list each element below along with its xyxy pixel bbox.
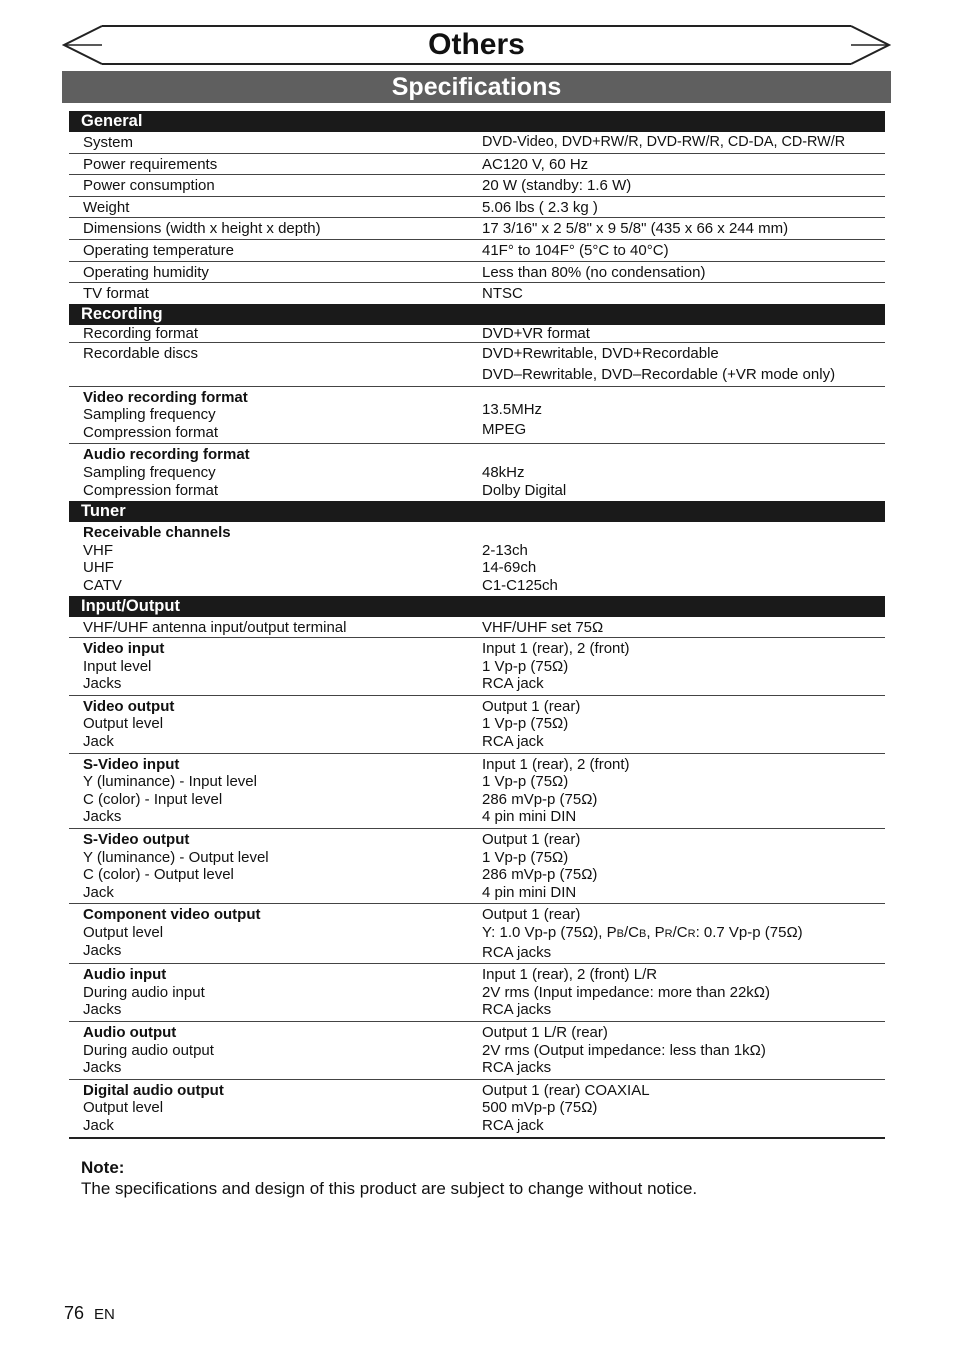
spec-label: Weight bbox=[83, 198, 130, 216]
spec-group-title: S-Video output bbox=[83, 831, 190, 848]
spec-value: 5.06 lbs ( 2.3 kg ) bbox=[482, 198, 598, 216]
spec-label: Compression format bbox=[83, 481, 219, 499]
spec-value: 1 Vp-p (75Ω) bbox=[482, 848, 569, 866]
spec-label: Jacks bbox=[83, 675, 122, 693]
spec-label: Output level bbox=[83, 923, 164, 941]
spec-value: Output 1 L/R (rear) bbox=[482, 1023, 608, 1041]
spec-label: Jacks bbox=[83, 941, 122, 959]
spec-group-title: Video output bbox=[83, 697, 175, 715]
note-label: Note: bbox=[81, 1158, 125, 1177]
spec-value: Less than 80% (no condensation) bbox=[482, 263, 706, 281]
spec-value: Y: 1.0 Vp-p (75Ω), PB/CB, PR/CR: 0.7 Vp-p (75Ω) bbox=[482, 923, 803, 941]
chapter-banner bbox=[62, 25, 891, 65]
spec-label: CATV bbox=[83, 576, 122, 594]
spec-label: UHF bbox=[83, 559, 114, 577]
spec-label: Y (luminance) - Input level bbox=[83, 773, 257, 791]
spec-value: 1 Vp-p (75Ω) bbox=[482, 773, 569, 791]
table-row bbox=[69, 637, 885, 695]
spec-value: DVD+VR format bbox=[482, 324, 590, 342]
spec-value: DVD-Video, DVD+RW/R, DVD-RW/R, CD-DA, CD-RW/R bbox=[482, 134, 846, 150]
chapter-title: Others bbox=[428, 28, 525, 61]
spec-group-title: Digital audio output bbox=[83, 1081, 224, 1099]
spec-label: TV format bbox=[83, 285, 149, 303]
table-row bbox=[69, 617, 885, 637]
table-row bbox=[69, 443, 885, 501]
table-row bbox=[69, 196, 885, 218]
spec-group-title: Component video output bbox=[83, 906, 261, 924]
table-row bbox=[69, 153, 885, 175]
table-row bbox=[69, 261, 885, 283]
spec-label: Power consumption bbox=[83, 177, 215, 195]
spec-value: 500 mVp-p (75Ω) bbox=[482, 1099, 598, 1117]
spec-group-title: Audio input bbox=[83, 966, 167, 984]
table-row bbox=[69, 903, 885, 963]
spec-value: VHF/UHF set 75Ω bbox=[482, 619, 604, 637]
spec-value: DVD+Rewritable, DVD+Recordable bbox=[482, 345, 719, 363]
table-row bbox=[69, 174, 885, 196]
spec-value: 4 pin mini DIN bbox=[482, 808, 577, 826]
spec-label: Operating temperature bbox=[83, 241, 234, 259]
spec-label: Jack bbox=[83, 733, 114, 751]
spec-value: RCA jack bbox=[482, 733, 544, 751]
note-text: The specifications and design of this product are subject to change without notice. bbox=[81, 1179, 698, 1198]
page-footer bbox=[64, 1303, 115, 1324]
table-row bbox=[69, 522, 885, 596]
table-row bbox=[69, 239, 885, 261]
spec-group-title: Video input bbox=[83, 640, 165, 658]
spec-value: RCA jack bbox=[482, 675, 544, 693]
table-row bbox=[69, 325, 885, 343]
spec-value: Input 1 (rear), 2 (front) L/R bbox=[482, 966, 658, 984]
spec-group-title: Video recording format bbox=[83, 388, 248, 406]
page-number: 76 bbox=[64, 1303, 85, 1323]
spec-label: Dimensions (width x height x depth) bbox=[83, 220, 321, 238]
spec-label: During audio output bbox=[83, 1041, 214, 1059]
section-heading-tuner: Tuner bbox=[69, 501, 885, 522]
table-row bbox=[69, 282, 885, 304]
spec-value: MPEG bbox=[482, 421, 527, 439]
spec-value: Output 1 (rear) bbox=[482, 906, 581, 924]
spec-value: 17 3/16" x 2 5/8" x 9 5/8" (435 x 66 x 244 mm) bbox=[482, 220, 789, 238]
spec-label: Output level bbox=[83, 1099, 164, 1117]
spec-value: 14-69ch bbox=[482, 559, 537, 577]
spec-label: Jack bbox=[83, 1116, 114, 1134]
spec-label: Sampling frequency bbox=[83, 463, 216, 481]
spec-value: RCA jacks bbox=[482, 943, 552, 961]
table-row bbox=[69, 695, 885, 753]
table-row bbox=[69, 217, 885, 239]
spec-value: 2V rms (Output impedance: less than 1kΩ) bbox=[482, 1041, 766, 1059]
spec-label: Jacks bbox=[83, 808, 122, 826]
spec-value: 48kHz bbox=[482, 463, 525, 481]
spec-group-title: Receivable channels bbox=[83, 524, 231, 542]
spec-label: C (color) - Input level bbox=[83, 790, 223, 808]
language-code: EN bbox=[94, 1306, 115, 1323]
spec-label: Y (luminance) - Output level bbox=[83, 848, 269, 866]
spec-value: DVD–Rewritable, DVD–Recordable (+VR mode only) bbox=[482, 365, 836, 383]
spec-value: 4 pin mini DIN bbox=[482, 883, 577, 901]
spec-value: RCA jacks bbox=[482, 1001, 552, 1019]
table-row bbox=[69, 342, 885, 385]
spec-value: AC120 V, 60 Hz bbox=[482, 155, 589, 173]
spec-value: 286 mVp-p (75Ω) bbox=[482, 866, 598, 884]
spec-value: Output 1 (rear) COAXIAL bbox=[482, 1081, 650, 1099]
spec-value: Output 1 (rear) bbox=[482, 831, 581, 848]
spec-value: NTSC bbox=[482, 285, 523, 303]
spec-value: 2V rms (Input impedance: more than 22kΩ) bbox=[482, 983, 771, 1001]
spec-label: During audio input bbox=[83, 983, 205, 1001]
spec-value: Output 1 (rear) bbox=[482, 697, 581, 715]
table-row bbox=[69, 1079, 885, 1137]
section-heading-recording: Recording bbox=[69, 304, 885, 325]
spec-label: Compression format bbox=[83, 423, 219, 441]
spec-value: 20 W (standby: 1.6 W) bbox=[482, 177, 632, 195]
spec-value: C1-C125ch bbox=[482, 576, 558, 594]
spec-label: Recording format bbox=[83, 324, 199, 342]
table-row bbox=[69, 386, 885, 444]
spec-label: VHF/UHF antenna input/output terminal bbox=[83, 619, 347, 637]
table-row bbox=[69, 828, 885, 903]
table-row bbox=[69, 753, 885, 828]
spec-label: Output level bbox=[83, 715, 164, 733]
spec-label: Power requirements bbox=[83, 155, 218, 173]
general-rows bbox=[69, 132, 885, 304]
table-row bbox=[69, 132, 885, 153]
spec-label: Recordable discs bbox=[83, 345, 199, 363]
spec-value: Input 1 (rear), 2 (front) bbox=[482, 640, 630, 658]
spec-label: Jack bbox=[83, 883, 114, 901]
section-heading-input-output: Input/Output bbox=[69, 596, 885, 617]
spec-label: C (color) - Output level bbox=[83, 866, 234, 884]
note bbox=[81, 1157, 697, 1199]
spec-value: 13.5MHz bbox=[482, 400, 543, 418]
section-heading-general: General bbox=[69, 111, 885, 132]
spec-value: RCA jack bbox=[482, 1116, 544, 1134]
spec-label: VHF bbox=[83, 541, 113, 559]
spec-group-title: Audio output bbox=[83, 1023, 177, 1041]
spec-label: Sampling frequency bbox=[83, 406, 216, 424]
spec-label: System bbox=[83, 134, 134, 151]
spec-value: 2-13ch bbox=[482, 541, 528, 559]
spec-value: RCA jacks bbox=[482, 1059, 552, 1077]
spec-label: Operating humidity bbox=[83, 263, 209, 281]
spec-value: Input 1 (rear), 2 (front) bbox=[482, 755, 630, 773]
spec-group-title: S-Video input bbox=[83, 755, 180, 773]
spec-value: 1 Vp-p (75Ω) bbox=[482, 657, 569, 675]
spec-value: 1 Vp-p (75Ω) bbox=[482, 715, 569, 733]
spec-value: 286 mVp-p (75Ω) bbox=[482, 790, 598, 808]
table-row bbox=[69, 1021, 885, 1079]
spec-label: Jacks bbox=[83, 1059, 122, 1077]
section-title: Specifications bbox=[62, 71, 891, 103]
spec-value: Dolby Digital bbox=[482, 481, 567, 499]
spec-group-title: Audio recording format bbox=[83, 446, 250, 464]
spec-table bbox=[69, 111, 885, 1139]
table-row bbox=[69, 963, 885, 1021]
spec-value: 41F° to 104F° (5°C to 40°C) bbox=[482, 241, 669, 259]
spec-label: Jacks bbox=[83, 1001, 122, 1019]
spec-label: Input level bbox=[83, 657, 152, 675]
